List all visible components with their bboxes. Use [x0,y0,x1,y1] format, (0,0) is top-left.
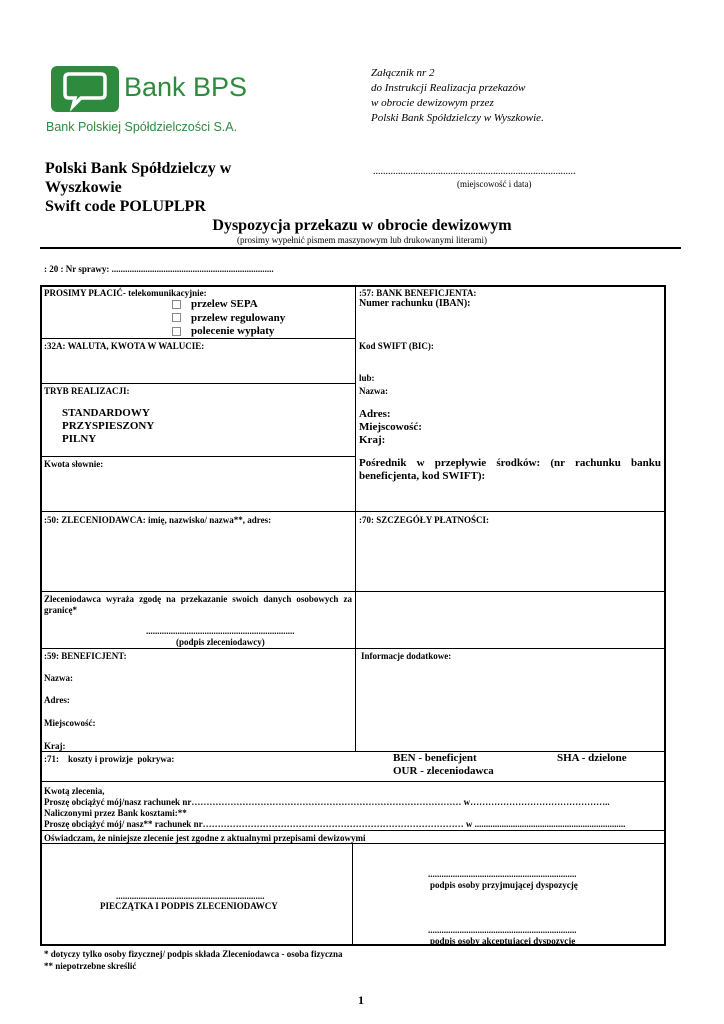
bank-name [45,159,231,216]
mode-list [62,407,154,446]
page-subtitle: (prosimy wypełnić pismem maszynowym lub drukowanymi literami) [237,235,487,245]
consent-text: Zleceniodawca wyraża zgodę na przekazanie swoich danych osobowych za granicę* [44,594,352,615]
row-divider [40,456,355,457]
beneficiary-city: Miejscowość: [44,718,96,728]
attachment-note [371,66,544,126]
bank-name-line: Polski Bank Spółdzielczy w [45,160,232,177]
attachment-line: w obrocie dewizowym przez [371,97,494,109]
checkbox-icon[interactable] [172,327,181,336]
consent-signature: (podpis zleceniodawcy) [176,637,265,647]
column-divider [355,285,356,751]
pay-option-label: przelew regulowany [191,311,286,324]
row-divider [40,830,666,831]
mode-urgent[interactable]: PILNY [62,433,97,445]
footnote-2: ** niepotrzebne skreślić [44,961,137,971]
page-title: Dyspozycja przekazu w obrocie dewizowym [212,217,512,234]
place-date-label: (miejscowość i data) [457,179,532,189]
bank-name-label: Nazwa: [359,386,388,396]
approve-dots: .................................................................. [428,925,577,935]
attachment-line: do Instrukcji Realizacja przekazów [371,82,526,94]
charge-account-line[interactable]: Proszę obciążyć mój/nasz rachunek nr……………………………………………………………………………… w……………………………………….. [44,797,610,807]
charge-costs-account-line[interactable]: Proszę obciążyć mój/ nasz** rachunek nr…………………………………………………………………………… w ................................................................... [44,819,626,829]
mode-header: TRYB REALIZACJI: [44,386,130,396]
page-number: 1 [358,993,364,1007]
costs-ben[interactable]: BEN - beneficjent [393,752,477,764]
checkbox-icon[interactable] [172,300,181,309]
row-divider [40,648,666,649]
amount-words-label: Kwota słownie: [44,459,104,469]
checkbox-icon[interactable] [172,313,181,322]
bank-name-line: Wyszkowie [45,179,122,196]
declaration: Oświadczam, że niniejsze zlecenie jest zgodne z aktualnymi przepisami dewizowymi [44,833,366,843]
pay-option-label: przelew SEPA [191,298,258,310]
signature-divider [352,843,353,946]
place-date-dots: ................................................................................. [373,166,576,177]
pay-options [172,298,285,339]
beneficiary-label: :59: BENEFICJENT: [44,651,127,661]
consent-dots: .................................................................. [146,626,295,636]
charge-block [44,786,625,830]
pay-option-payout[interactable] [172,325,285,339]
mode-fast[interactable]: PRZYSPIESZONY [62,420,155,432]
row-divider [40,591,666,592]
iban-label: Numer rachunku (IBAN): [359,298,471,309]
pay-option-regulated[interactable] [172,312,285,326]
bank-address-fields [359,408,422,447]
or-label: lub: [359,373,375,383]
pay-option-sepa[interactable] [172,298,285,312]
costs-our[interactable]: OUR - zleceniodawca [393,765,494,777]
title-rule [40,247,681,249]
extra-info-label: Informacje dodatkowe: [361,651,452,661]
logo-brand: Bank BPS [124,72,248,102]
costs-sha[interactable]: SHA - dzielone [557,752,627,764]
stamp-dots: .................................................................. [116,891,265,901]
row-divider [40,511,666,512]
payment-details-label: :70: SZCZEGÓŁY PŁATNOŚCI: [359,515,490,525]
bank-logo [46,64,256,136]
attachment-line: Załącznik nr 2 [371,67,435,79]
approve-label: podpis osoby akceptującej dyspozycję [430,936,576,946]
bank-city-label: Miejscowość: [359,421,422,433]
bank-address-label: Adres: [359,408,391,420]
beneficiary-country: Kraj: [44,741,66,751]
bank-swift: Swift code POLUPLPR [45,198,206,215]
pay-option-label: polecenie wypłaty [191,325,275,337]
accept-dots: .................................................................. [428,869,577,879]
case-number: : 20 : Nr sprawy: ........................................................................ [44,264,274,274]
charge-line: Naliczonymi przez Bank kosztami:** [44,808,187,818]
logo-subtitle: Bank Polskiej Spółdzielczości S.A. [46,120,238,134]
footnote-1: * dotyczy tylko osoby fizycznej/ podpis składa Zleceniodawca - osoba fizyczna [44,949,343,959]
costs-label: :71: koszty i prowizje pokrywa: [44,754,175,764]
orderer-label: :50: ZLECENIODAWCA: imię, nazwisko/ nazwa**, adres: [44,515,272,525]
row-divider [40,781,666,782]
row-divider [40,843,666,844]
bank-beneficiary-header: :57: BANK BENEFICJENTA: [359,288,477,298]
pay-header: PROSIMY PŁACIĆ- telekomunikacyjnie: [44,288,207,298]
accept-label: podpis osoby przyjmującej dyspozycję [430,880,578,890]
row-divider [40,383,355,384]
swift-label: Kod SWIFT (BIC): [359,341,434,351]
beneficiary-name: Nazwa: [44,673,73,683]
bank-logo-icon [51,66,119,112]
beneficiary-address: Adres: [44,695,70,705]
currency-label: :32A: WALUTA, KWOTA W WALUCIE: [44,341,205,351]
mode-standard[interactable]: STANDARDOWY [62,407,150,419]
intermediary-label: Pośrednik w przepływie środków: (nr rachunku banku beneficjenta, kod SWIFT): [359,457,661,482]
attachment-line: Polski Bank Spółdzielczy w Wyszkowie. [371,112,544,124]
charge-line: Kwotą zlecenia, [44,786,105,796]
bank-country-label: Kraj: [359,434,386,446]
stamp-label: PIECZĄTKA I PODPIS ZLECENIODAWCY [100,901,278,911]
